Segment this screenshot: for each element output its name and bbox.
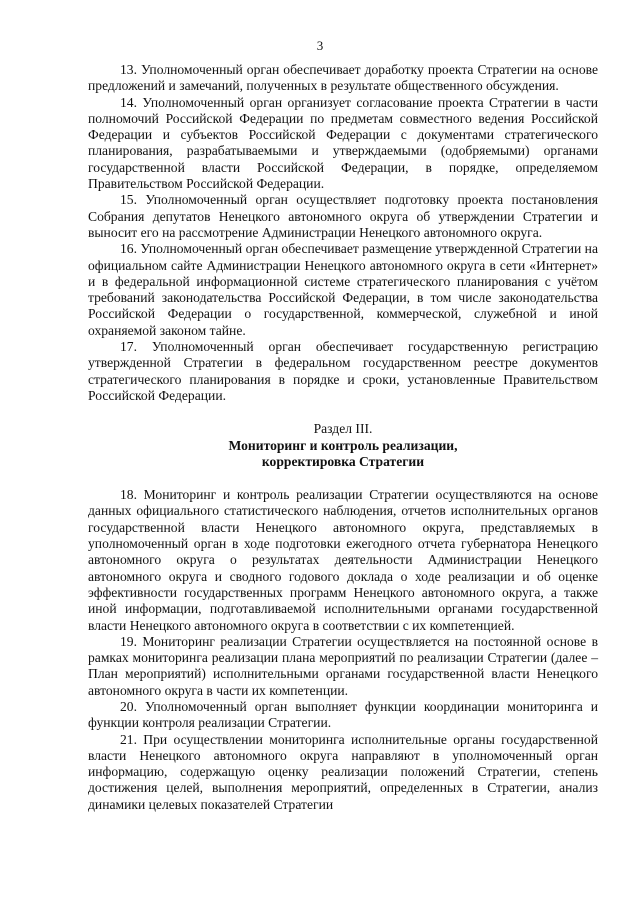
paragraph-18: 18. Мониторинг и контроль реализации Стратегии осуществляются на основе данных официального статистического наблюдения, отчетов исполнительных органов государственной власти Ненецкого автономного округа, представляемых в уполномоченный орган в ходе подготовки ежегодного отчета губернатора Ненецкого автономного округа о результатах деятельности Администрации Ненецкого автономного округа и сводного годового доклада о ходе реализации и об оценке эффективности государственных программ Ненецкого автономного округа, а также иной информации, подготавливаемой исполнительными органами государственной власти Ненецкого автономного округа в соответствии с их компетенцией. (88, 487, 598, 633)
paragraph-20: 20. Уполномоченный орган выполняет функции координации мониторинга и функции контроля реализации Стратегии. (88, 698, 598, 731)
paragraph-21: 21. При осуществлении мониторинга исполнительные органы государственной власти Ненецкого автономного округа направляют в уполномоченный орган информацию, содержащую оценку реализации положений Стратегии, степень достижения целей, выполнения мероприятий, определенных в Стратегии, анализ динамики целевых показателей Стратегии (88, 731, 598, 812)
document-body (88, 62, 598, 813)
paragraph-17: 17. Уполномоченный орган обеспечивает государственную регистрацию утвержденной Стратегии в федеральном государственном реестре документов стратегического планирования в порядке и сроки, установленные Правительством Российской Федерации. (88, 339, 598, 403)
paragraph-14: 14. Уполномоченный орган организует согласование проекта Стратегии в части полномочий Российской Федерации по предметам совместного ведения Российской Федерации и субъектов Российской Федерации с документами стратегического планирования, разрабатываемыми и утверждаемыми (одобряемыми) органами государственной власти Российской Федерации, в порядке, определяемом Правительством Российской Федерации. (88, 94, 598, 192)
page-number: 3 (316, 38, 324, 53)
section-heading (88, 421, 598, 470)
paragraph-15: 15. Уполномоченный орган осуществляет подготовку проекта постановления Собрания депутатов Ненецкого автономного округа об утверждении Стратегии и выносит его на рассмотрение Администрации Ненецкого автономного округа. (88, 192, 598, 240)
section-title-line-2: корректировка Стратегии (261, 453, 425, 469)
paragraph-16: 16. Уполномоченный орган обеспечивает размещение утвержденной Стратегии на официальном сайте Администрации Ненецкого автономного округа в сети «Интернет» и в федеральной информационной системе стратегического планирования с учётом требований законодательства Российской Федерации, в том числе законодательства Российской Федерации о государственной, коммерческой, служебной и иной охраняемой законом тайне. (88, 241, 598, 338)
section-number: Раздел III. (313, 421, 373, 437)
paragraph-19: 19. Мониторинг реализации Стратегии осуществляется на постоянной основе в рамках мониторинга реализации плана мероприятий по реализации Стратегии (далее – План мероприятий) исполнительными органами государственной власти Ненецкого автономного округа в части их компетенции. (88, 633, 598, 698)
paragraph-13: 13. Уполномоченный орган обеспечивает доработку проекта Стратегии на основе предложений и замечаний, полученных в результате общественного обсуждения. (88, 62, 598, 94)
section-title-line-1: Мониторинг и контроль реализации, (228, 437, 458, 453)
